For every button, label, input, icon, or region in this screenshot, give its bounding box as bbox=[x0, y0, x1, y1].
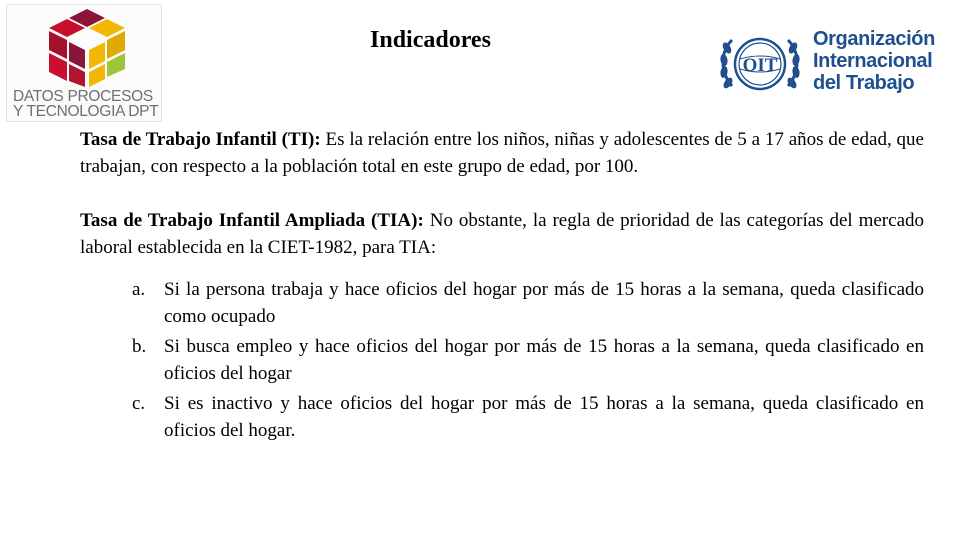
oit-name-line2: Internacional bbox=[813, 50, 933, 72]
dpt-logo bbox=[6, 4, 162, 122]
definition-tia bbox=[80, 207, 924, 261]
list-item bbox=[80, 390, 924, 444]
list-item bbox=[80, 333, 924, 387]
list-marker: a. bbox=[132, 279, 146, 300]
oit-seal-text: OIT bbox=[742, 55, 778, 76]
page-title: Indicadores bbox=[370, 27, 491, 53]
list-marker: b. bbox=[132, 336, 147, 357]
list-marker: c. bbox=[132, 393, 146, 414]
list-item-text: Si busca empleo y hace oficios del hogar por más de 15 horas a la semana, queda clasificado en oficios del hogar bbox=[164, 336, 924, 384]
list-item bbox=[80, 276, 924, 330]
definition-ti bbox=[80, 126, 924, 180]
definition-tia-text: No obstante, la regla de prioridad de las categorías del mercado laboral establecida en la CIET-1982, para TIA: bbox=[80, 210, 924, 258]
oit-seal-icon bbox=[718, 26, 802, 102]
definition-ti-text: Es la relación entre los niños, niñas y adolescentes de 5 a 17 años de edad, que trabajan, con respecto a la población total en este grupo de edad, por 100. bbox=[80, 129, 924, 177]
oit-name-line3: del Trabajo bbox=[813, 72, 915, 94]
dpt-logo-line1: DATOS PROCESOS bbox=[13, 88, 153, 105]
tia-rules-list bbox=[80, 276, 924, 444]
oit-name-line1: Organización bbox=[813, 28, 935, 50]
list-item-text: Si es inactivo y hace oficios del hogar por más de 15 horas a la semana, queda clasificado en oficios del hogar. bbox=[164, 393, 924, 441]
term-tia: Tasa de Trabajo Infantil Ampliada (TIA): bbox=[80, 210, 424, 231]
dpt-logo-line2: Y TECNOLOGIA DPT bbox=[13, 103, 159, 120]
oit-name bbox=[813, 28, 935, 94]
dpt-cube-icon bbox=[43, 7, 131, 89]
main-content bbox=[80, 126, 924, 447]
oit-logo bbox=[718, 26, 950, 102]
list-item-text: Si la persona trabaja y hace oficios del hogar por más de 15 horas a la semana, queda clasificado como ocupado bbox=[164, 279, 924, 327]
term-ti: Tasa de Trabajo Infantil (TI): bbox=[80, 129, 321, 150]
